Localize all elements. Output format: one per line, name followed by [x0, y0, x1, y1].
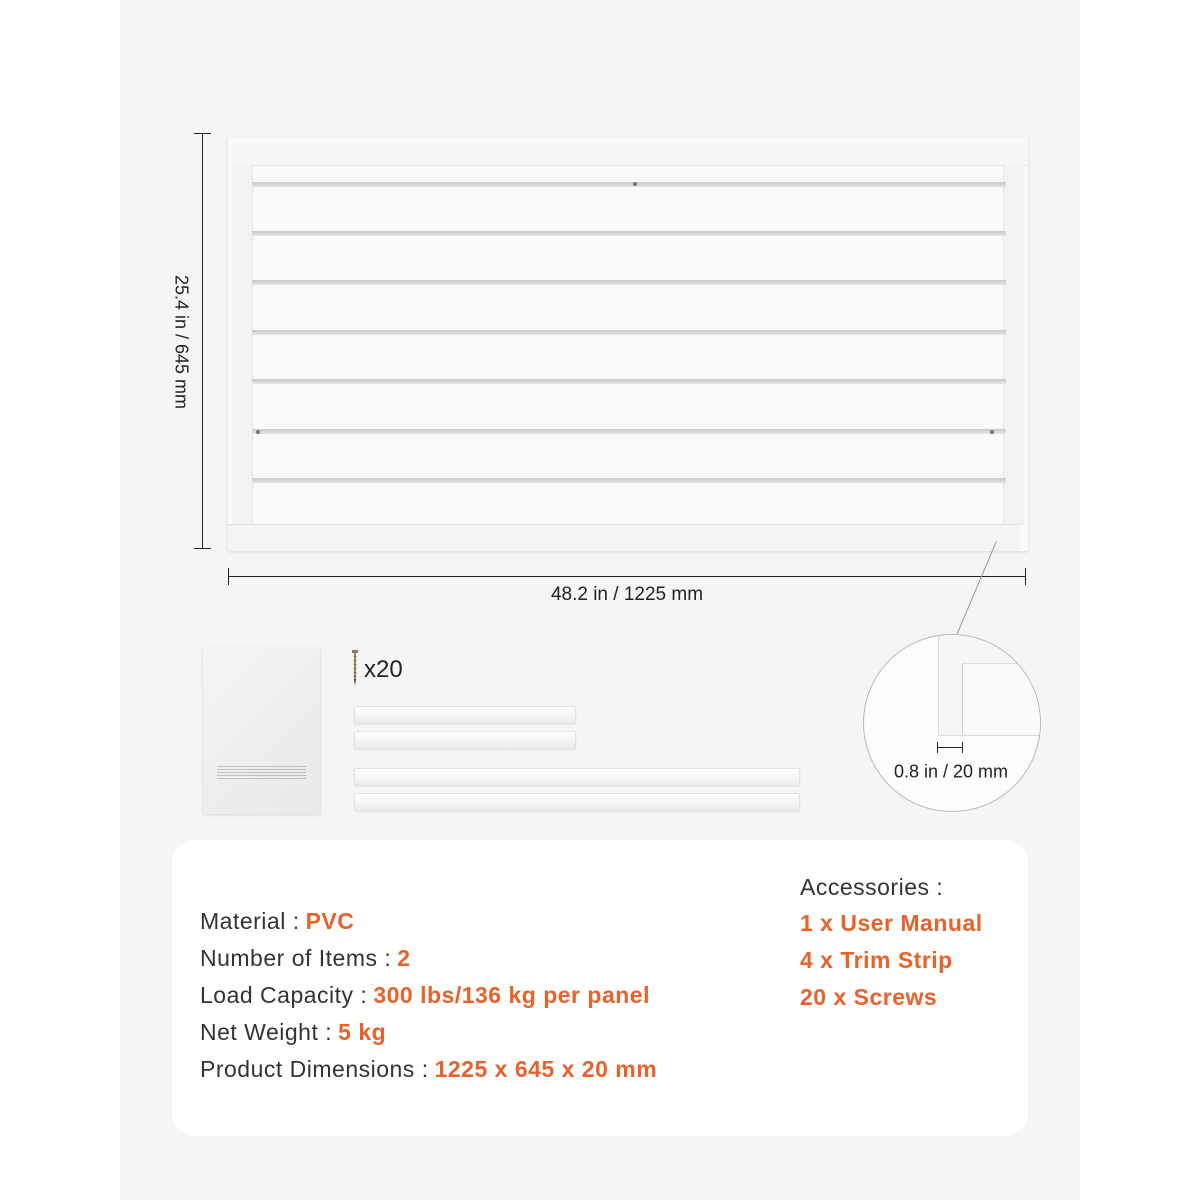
height-dimension-line [202, 133, 203, 549]
panel-slot [252, 280, 1006, 285]
panel-slot [252, 429, 1006, 434]
spec-value: 300 lbs/136 kg per panel [373, 982, 650, 1008]
mounting-hole [990, 430, 994, 434]
spec-label: Product Dimensions : [200, 1056, 429, 1082]
spec-label: Number of Items : [200, 945, 392, 971]
spec-value: 5 kg [338, 1019, 387, 1045]
spec-label: Load Capacity : [200, 982, 368, 1008]
panel-left-edge [232, 165, 253, 525]
thickness-dimension-cap [937, 742, 938, 753]
panel-slot [252, 478, 1006, 483]
spec-material [200, 908, 354, 935]
trim-strip-short [354, 706, 576, 724]
trim-strip-long [354, 793, 800, 811]
spec-label: Material : [200, 908, 300, 934]
slatwall-panel-illustration [228, 137, 1028, 551]
height-dimension-cap [194, 133, 211, 134]
width-dimension-cap [1025, 568, 1026, 585]
thickness-dimension-line [937, 747, 962, 748]
height-dimension-cap [194, 548, 211, 549]
panel-slot [252, 379, 1006, 384]
panel-edge-closeup-inner [962, 663, 1041, 734]
mounting-hole [256, 430, 260, 434]
width-dimension-line [228, 576, 1026, 577]
spec-load-capacity [200, 982, 650, 1009]
width-dimension-cap [228, 568, 229, 585]
trim-strip-long [354, 768, 800, 786]
screw-icon [352, 650, 358, 686]
accessory-item: 20 x Screws [800, 984, 938, 1010]
trim-strip-short [354, 731, 576, 749]
accessory-item: 4 x Trim Strip [800, 947, 953, 973]
specifications-card [172, 840, 1028, 1136]
accessories-heading: Accessories : [800, 874, 944, 900]
spec-product-dimensions [200, 1056, 657, 1083]
panel-slot [252, 330, 1006, 335]
spec-net-weight [200, 1019, 386, 1046]
thickness-detail-callout [863, 634, 1041, 812]
screw-quantity-label: x20 [364, 656, 403, 683]
user-manual-illustration [203, 648, 320, 814]
accessory-item: 1 x User Manual [800, 910, 983, 936]
height-dimension-label: 25.4 in / 645 mm [171, 274, 192, 410]
thickness-dimension-cap [962, 742, 963, 753]
panel-slot [252, 182, 1006, 187]
spec-number-of-items [200, 945, 411, 972]
mounting-hole [633, 182, 637, 186]
spec-value: PVC [305, 908, 355, 934]
width-dimension-label: 48.2 in / 1225 mm [550, 584, 704, 605]
panel-right-edge [1003, 165, 1024, 525]
panel-top-edge [232, 137, 1028, 166]
manual-fine-print [217, 766, 306, 780]
spec-value: 2 [397, 945, 411, 971]
spec-label: Net Weight : [200, 1019, 333, 1045]
panel-slot [252, 231, 1006, 236]
spec-value: 1225 x 645 x 20 mm [434, 1056, 658, 1082]
panel-bottom-edge [228, 524, 1020, 551]
thickness-dimension-label: 0.8 in / 20 mm [893, 761, 1009, 782]
